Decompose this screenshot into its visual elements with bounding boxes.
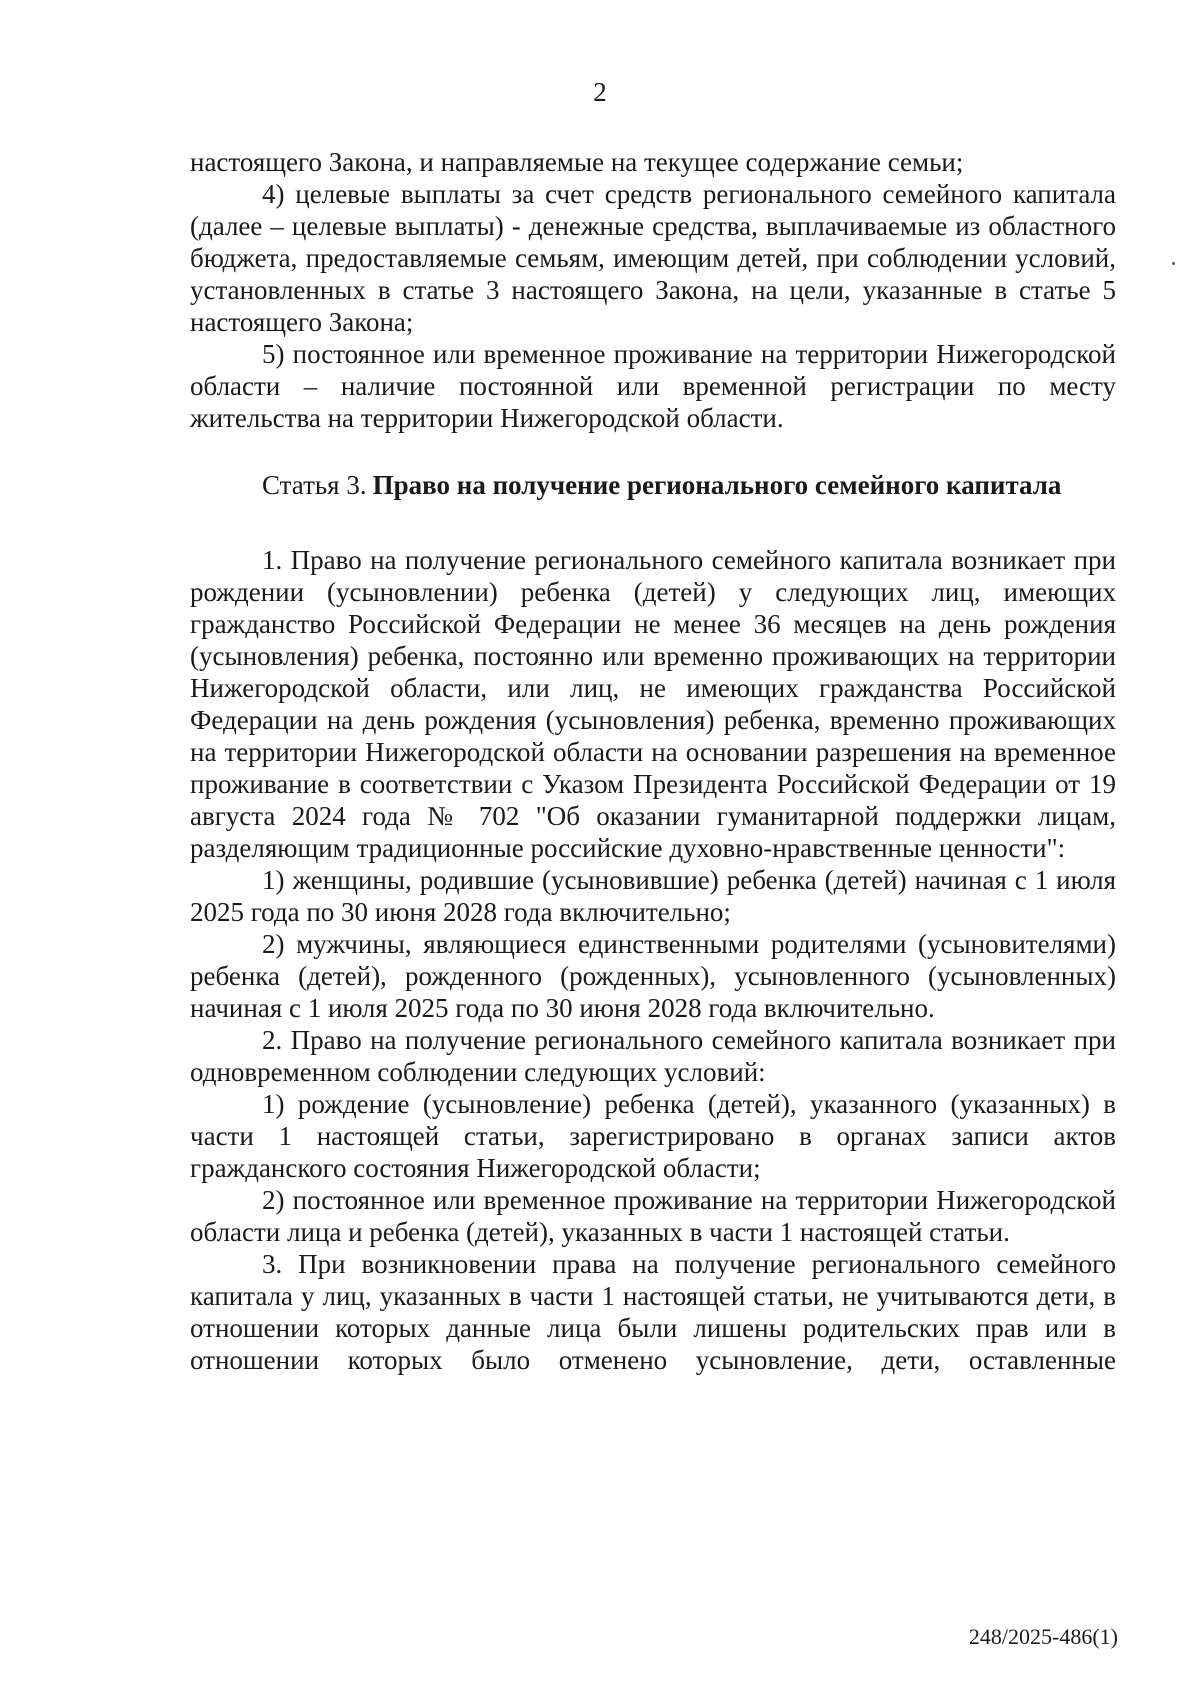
paragraph: 1) рождение (усыновление) ребенка (детей), указанного (указанных) в части 1 настоящей статьи, зарегистрировано в органах записи актов гражданского состояния Нижегородской области; [190, 1089, 1116, 1183]
scan-speck [1172, 262, 1175, 265]
paragraph: 1) женщины, родившие (усыновившие) ребенка (детей) начиная с 1 июля 2025 года по 30 июня 2028 года включительно; [190, 865, 1116, 927]
definitions-section [190, 146, 1116, 434]
paragraph: 1. Право на получение регионального семейного капитала возникает при рождении (усыновлении) ребенка (детей) у следующих лиц, имеющих гражданство Российской Федерации не менее 36 месяцев на день рождения (усыновления) ребенка, постоянно или временно проживающих на территории Нижегородской области, или лиц, не имеющих гражданства Российской Федерации на день рождения (усыновления) ребенка, временно проживающих на территории Нижегородской области на основании разрешения на временное проживание в соответствии с Указом Президента Российской Федерации от 19 августа 2024 года № 702 "Об оказании гуманитарной поддержки лицам, разделяющим традиционные российские духовно-нравственные ценности": [190, 545, 1116, 863]
paragraph: 2. Право на получение регионального семейного капитала возникает при одновременном соблюдении следующих условий: [190, 1025, 1116, 1087]
paragraph: 2) постоянное или временное проживание на территории Нижегородской области лица и ребенка (детей), указанных в части 1 настоящей статьи. [190, 1185, 1116, 1247]
document-body [190, 146, 1116, 1376]
document-code: 248/2025-486(1) [968, 1624, 1118, 1649]
paragraph: 5) постоянное или временное проживание на территории Нижегородской области – наличие постоянной или временной регистрации по месту жительства на территории Нижегородской области. [190, 339, 1116, 433]
article-heading [190, 469, 1116, 501]
page-number: 2 [593, 77, 607, 107]
paragraph: 3. При возникновении права на получение регионального семейного капитала у лиц, указанных в части 1 настоящей статьи, не учитываются дети, в отношении которых данные лица были лишены родительских прав или в отношении которых было отменено усыновление, дети, оставленные [190, 1249, 1116, 1375]
paragraph: 4) целевые выплаты за счет средств регионального семейного капитала (далее – целевые выплаты) - денежные средства, выплачиваемые из областного бюджета, предоставляемые семьям, имеющим детей, при соблюдении условий, установленных в статье 3 настоящего Закона, на цели, указанные в статье 5 настоящего Закона; [190, 179, 1116, 337]
article-title: Право на получение регионального семейного капитала [372, 470, 1062, 500]
paragraph: 2) мужчины, являющиеся единственными родителями (усыновителями) ребенка (детей), рожденного (рожденных), усыновленного (усыновленных) начиная с 1 июля 2025 года по 30 июня 2028 года включительно. [190, 929, 1116, 1023]
paragraph: настоящего Закона, и направляемые на текущее содержание семьи; [190, 147, 964, 177]
article-body [190, 544, 1116, 1376]
article-number: Статья 3. [262, 470, 367, 500]
